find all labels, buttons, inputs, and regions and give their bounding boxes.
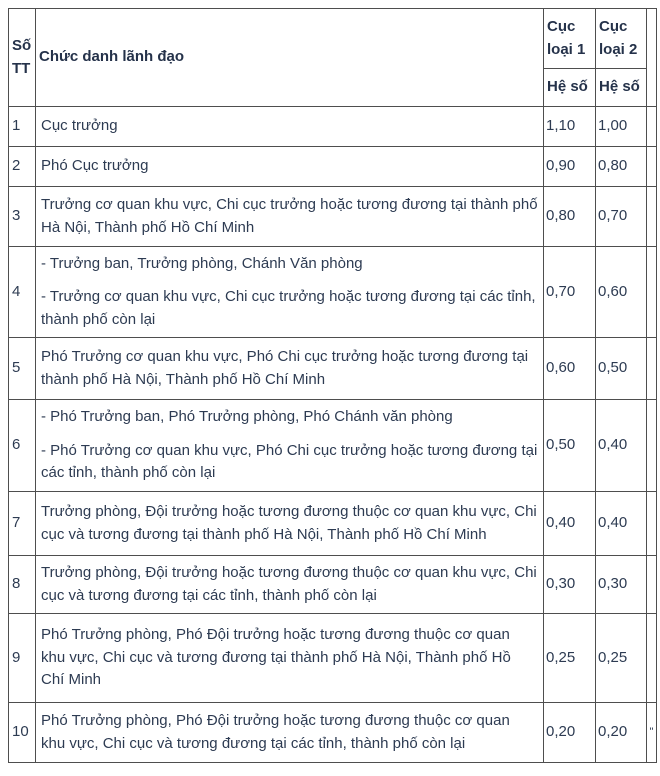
subheader-heso-1: Hệ số xyxy=(544,69,596,107)
clipped-edge-cell xyxy=(647,9,657,107)
row-title xyxy=(36,556,544,614)
column-header-cuc-loai-1: Cục loại 1 xyxy=(544,9,596,69)
row-title xyxy=(36,400,544,492)
title-paragraph: Phó Cục trưởng xyxy=(41,157,149,175)
title-paragraph: Phó Trưởng phòng, Phó Đội trưởng hoặc tương đương thuộc cơ quan khu vực, Chi cục và tương đương tại các tỉnh, thành phố còn lại xyxy=(41,712,510,752)
clipped-edge-cell xyxy=(647,338,657,400)
heso-cuc1-value: 0,50 xyxy=(544,400,596,492)
row-number: 10 xyxy=(9,703,36,763)
table-row xyxy=(9,556,657,614)
heso-cuc2-value: 0,30 xyxy=(596,556,647,614)
row-number: 9 xyxy=(9,614,36,703)
clipped-edge-cell xyxy=(647,147,657,187)
heso-cuc2-value: 0,70 xyxy=(596,187,647,247)
row-title xyxy=(36,187,544,247)
clipped-edge-cell xyxy=(647,492,657,556)
heso-cuc1-value: 0,80 xyxy=(544,187,596,247)
leadership-coefficient-table xyxy=(8,8,657,763)
row-number: 2 xyxy=(9,147,36,187)
heso-cuc1-value: 0,40 xyxy=(544,492,596,556)
clipped-edge-cell xyxy=(647,556,657,614)
heso-cuc2-value: 0,25 xyxy=(596,614,647,703)
column-header-title: Chức danh lãnh đạo xyxy=(36,9,544,107)
title-paragraph: Phó Trưởng phòng, Phó Đội trưởng hoặc tương đương thuộc cơ quan khu vực, Chi cục và tương đương tại thành phố Hà Nội, Thành phố Hồ Chí Minh xyxy=(41,626,511,689)
clipped-edge-cell xyxy=(647,247,657,338)
heso-cuc2-value: 0,80 xyxy=(596,147,647,187)
row-number: 7 xyxy=(9,492,36,556)
table-row xyxy=(9,492,657,556)
heso-cuc1-value: 0,60 xyxy=(544,338,596,400)
table-row xyxy=(9,614,657,703)
table-row xyxy=(9,338,657,400)
row-number: 8 xyxy=(9,556,36,614)
heso-cuc1-value: 1,10 xyxy=(544,107,596,147)
row-number: 1 xyxy=(9,107,36,147)
title-paragraph: Phó Trưởng cơ quan khu vực, Phó Chi cục trưởng hoặc tương đương tại thành phố Hà Nội, Thành phố Hồ Chí Minh xyxy=(41,348,529,388)
column-header-cuc-loai-2: Cục loại 2 xyxy=(596,9,647,69)
heso-cuc2-value: 0,50 xyxy=(596,338,647,400)
title-paragraph: Cục trưởng xyxy=(41,117,118,135)
title-paragraph: Trưởng phòng, Đội trưởng hoặc tương đương thuộc cơ quan khu vực, Chi cục và tương đương tại thành phố Hà Nội, Thành phố Hồ Chí Minh xyxy=(41,503,537,543)
heso-cuc2-value: 0,40 xyxy=(596,400,647,492)
heso-cuc2-value: 0,20 xyxy=(596,703,647,763)
heso-cuc1-value: 0,20 xyxy=(544,703,596,763)
title-paragraph: - Trưởng cơ quan khu vực, Chi cục trưởng hoặc tương đương tại các tỉnh, thành phố còn lại xyxy=(41,288,536,328)
title-paragraph: Trưởng cơ quan khu vực, Chi cục trưởng hoặc tương đương tại thành phố Hà Nội, Thành phố Hồ Chí Minh xyxy=(41,196,538,236)
row-title xyxy=(36,147,544,187)
clipped-edge-cell xyxy=(647,614,657,703)
row-number: 4 xyxy=(9,247,36,338)
table-row xyxy=(9,703,657,763)
title-paragraph: - Phó Trưởng cơ quan khu vực, Phó Chi cục trưởng hoặc tương đương tại các tỉnh, thành phố còn lại xyxy=(41,441,538,482)
heso-cuc2-value: 0,40 xyxy=(596,492,647,556)
heso-cuc1-value: 0,30 xyxy=(544,556,596,614)
table-row xyxy=(9,187,657,247)
row-title xyxy=(36,107,544,147)
heso-cuc1-value: 0,25 xyxy=(544,614,596,703)
header-row-top xyxy=(9,9,657,69)
table-row xyxy=(9,107,657,147)
title-paragraph: - Trưởng ban, Trưởng phòng, Chánh Văn phòng xyxy=(41,254,363,272)
row-title xyxy=(36,703,544,763)
heso-cuc2-value: 1,00 xyxy=(596,107,647,147)
clipped-edge-cell xyxy=(647,107,657,147)
row-number: 3 xyxy=(9,187,36,247)
clipped-edge-cell: " xyxy=(647,703,657,763)
heso-cuc1-value: 0,70 xyxy=(544,247,596,338)
title-paragraph: - Phó Trưởng ban, Phó Trưởng phòng, Phó Chánh văn phòng xyxy=(41,408,453,426)
row-number: 6 xyxy=(9,400,36,492)
heso-cuc2-value: 0,60 xyxy=(596,247,647,338)
clipped-edge-cell xyxy=(647,187,657,247)
row-title xyxy=(36,492,544,556)
row-title xyxy=(36,338,544,400)
row-title xyxy=(36,614,544,703)
heso-cuc1-value: 0,90 xyxy=(544,147,596,187)
table-row xyxy=(9,400,657,492)
column-header-stt: Số TT xyxy=(9,9,36,107)
table-row xyxy=(9,147,657,187)
table-row xyxy=(9,247,657,338)
row-title xyxy=(36,247,544,338)
subheader-heso-2: Hệ số xyxy=(596,69,647,107)
title-paragraph: Trưởng phòng, Đội trưởng hoặc tương đương thuộc cơ quan khu vực, Chi cục và tương đương tại các tỉnh, thành phố còn lại xyxy=(41,564,537,604)
clipped-edge-cell xyxy=(647,400,657,492)
row-number: 5 xyxy=(9,338,36,400)
